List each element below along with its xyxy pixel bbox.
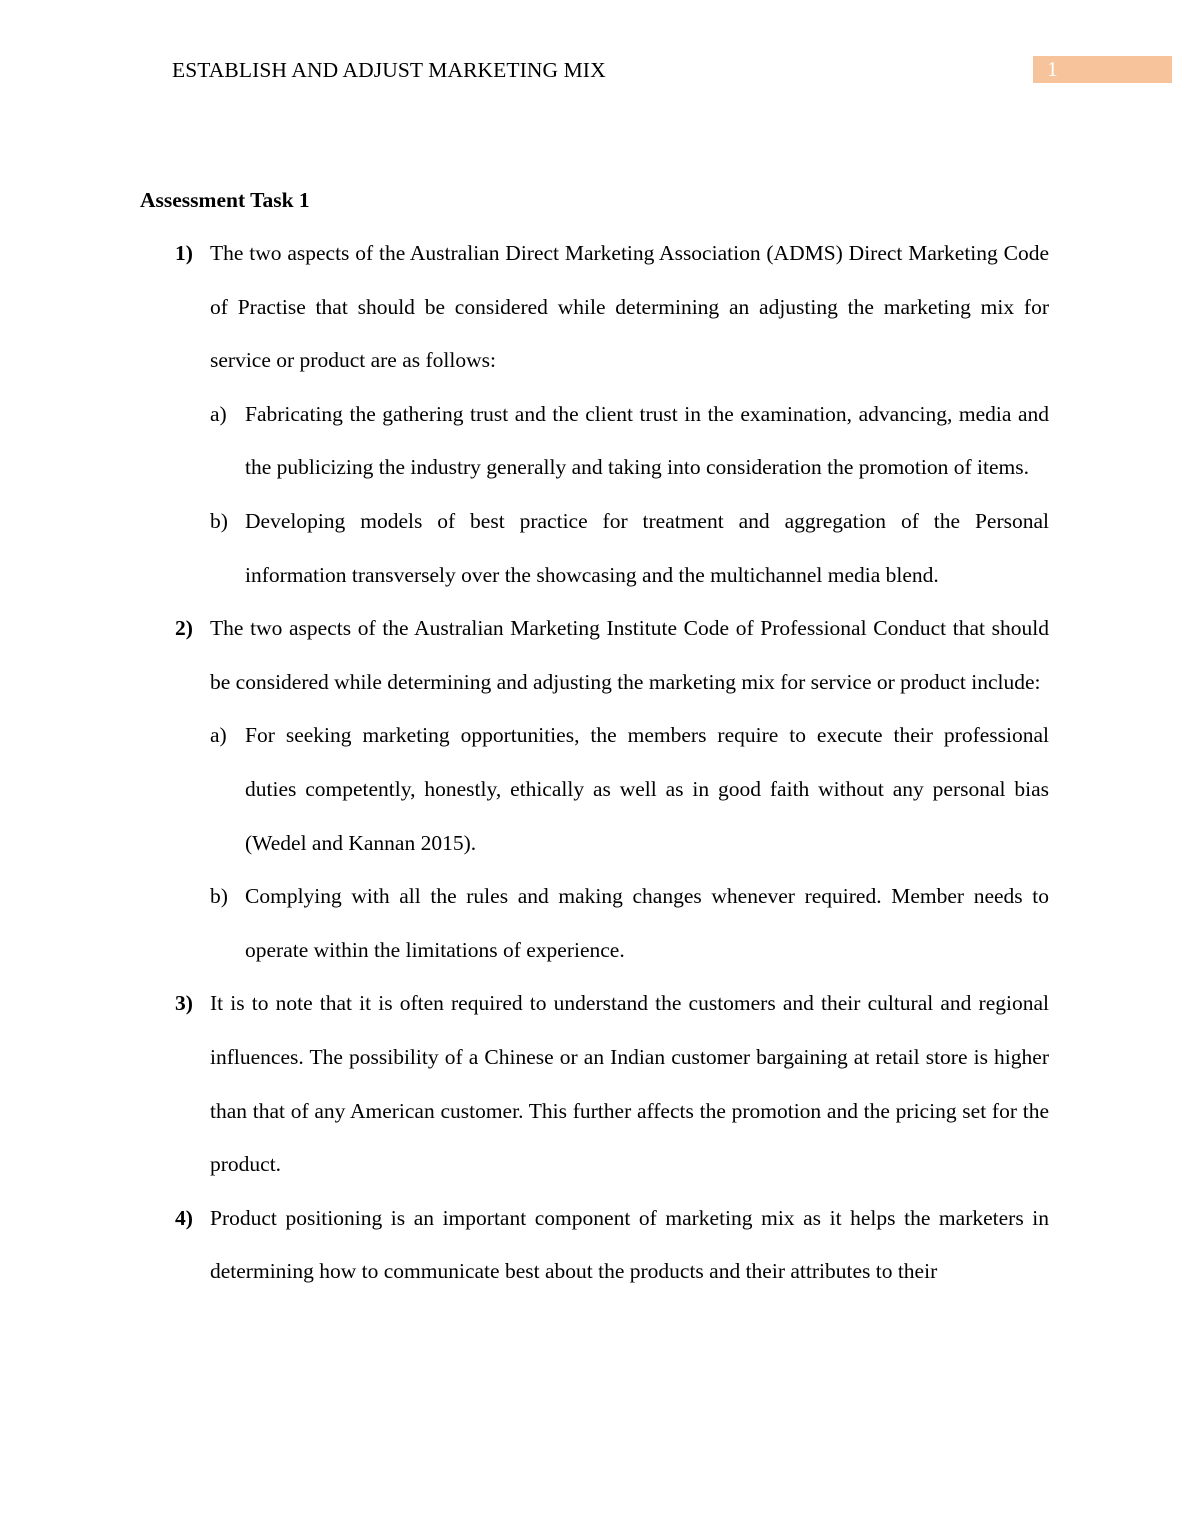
list-item-number: 2) [175, 616, 193, 641]
sub-item-letter: b) [210, 884, 228, 909]
list-item-2 [175, 602, 1049, 977]
list-item-number: 3) [175, 991, 193, 1016]
list-item-number: 1) [175, 241, 193, 265]
section-heading: Assessment Task 1 [140, 188, 310, 212]
sub-item-2a [210, 709, 1049, 870]
sub-item-letter: b) [210, 508, 228, 533]
list-item-3 [175, 977, 1049, 1191]
sub-item-1a [210, 388, 1049, 495]
sub-item-text: Fabricating the gathering trust and the client trust in the examination, advancing, media and the publicizing the industry generally and taking into consideration the promotion of items. [245, 401, 1049, 480]
sub-item-text: Complying with all the rules and making changes whenever required. Member needs to operate within the limitations of experience. [245, 884, 1049, 962]
list-item-text: Product positioning is an important component of marketing mix as it helps the marketers in determining how to communicate best about the products and their attributes to their [210, 1205, 1049, 1284]
list-item-text: The two aspects of the Australian Marketing Institute Code of Professional Conduct that should be considered while determining and adjusting the marketing mix for service or product include: [210, 616, 1049, 694]
sub-item-1b [210, 495, 1049, 602]
list-item-4 [175, 1192, 1049, 1299]
list-item-number: 4) [175, 1205, 193, 1230]
list-item-text: It is to note that it is often required to understand the customers and their cultural and regional influences. The possibility of a Chinese or an Indian customer bargaining at retail store is higher than that of any American customer. This further affects the promotion and the pricing set for the product. [210, 991, 1049, 1177]
sub-item-2b [210, 870, 1049, 977]
list-item-text: The two aspects of the Australian Direct Marketing Association (ADMS) Direct Marketing Code of Practise that should be considered while determining an adjusting the marketing mix for service or product are as follows: [210, 241, 1049, 373]
sub-item-letter: a) [210, 723, 227, 748]
sub-item-letter: a) [210, 401, 227, 426]
page-number: 1 [1047, 57, 1058, 81]
page-number-badge [1033, 56, 1172, 83]
list-item-1 [175, 227, 1049, 602]
document-body [0, 227, 1190, 1299]
sub-item-text: Developing models of best practice for treatment and aggregation of the Personal information transversely over the showcasing and the multichannel media blend. [245, 508, 1049, 587]
running-header-title: ESTABLISH AND ADJUST MARKETING MIX [172, 58, 606, 82]
sub-item-text: For seeking marketing opportunities, the members require to execute their professional duties competently, honestly, ethically as well as in good faith without any personal bias (Wedel and Kannan 2015). [245, 723, 1049, 855]
